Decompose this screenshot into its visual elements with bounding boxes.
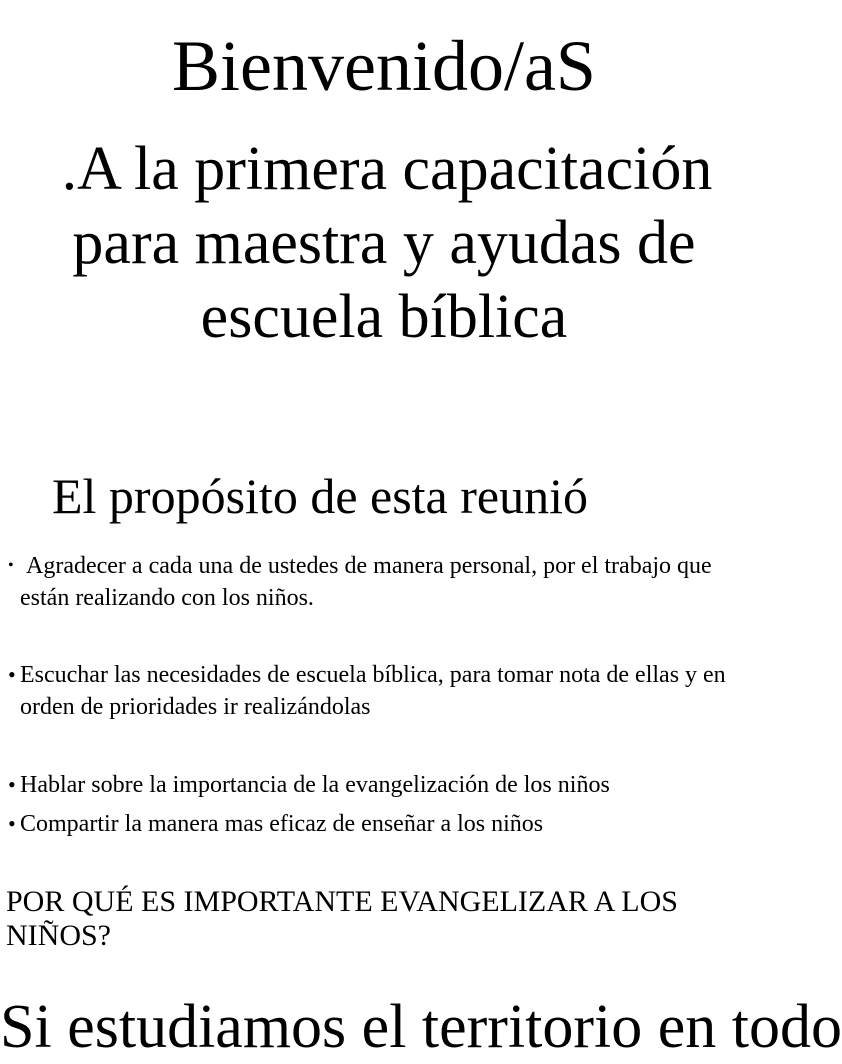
subtitle-line: para maestra y ayudas de: [72, 209, 696, 277]
subtitle-line: escuela bíblica: [200, 283, 568, 351]
next-slide-heading: Si estudiamos el territorio en todo: [0, 993, 842, 1061]
bullet-icon: •: [8, 557, 14, 574]
list-item: [8, 659, 760, 723]
list-item: [8, 808, 760, 840]
bullet-text: Hablar sobre la importancia de la evangelización de los niños: [20, 772, 610, 798]
welcome-title: Bienvenido/aS: [172, 26, 596, 106]
bullet-icon: •: [8, 662, 16, 687]
list-item: [8, 550, 760, 614]
bullet-icon: •: [8, 772, 16, 797]
subtitle-line: .A la primera capacitación: [61, 135, 713, 203]
question-heading: POR QUÉ ES IMPORTANTE EVANGELIZAR A LOS NIÑOS?: [6, 885, 678, 952]
bullet-icon: •: [8, 811, 16, 836]
bullet-text: Agradecer a cada una de ustedes de manera personal, por el trabajo que están realizando con los niños.: [20, 553, 712, 611]
list-item: [8, 769, 760, 801]
bullet-text: Compartir la manera mas eficaz de enseñar a los niños: [20, 811, 544, 837]
bullet-text: Escuchar las necesidades de escuela bíblica, para tomar nota de ellas y en orden de prioridades ir realizándolas: [20, 662, 726, 720]
training-subtitle: [0, 132, 768, 354]
purpose-heading: El propósito de esta reunió: [52, 468, 588, 524]
